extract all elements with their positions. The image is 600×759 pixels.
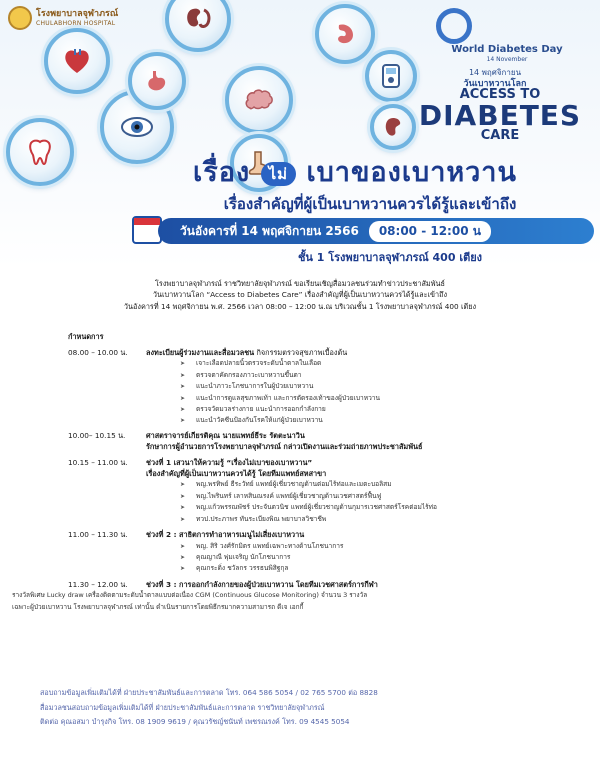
contact-line-1: สอบถามข้อมูลเพิ่มเติมได้ที่ ฝ่ายประชาสัมพันธ์และการตลาด โทร. 064 586 5054 / 02 765 5700 ต่อ 8828 <box>40 688 378 697</box>
schedule-title: ช่วงที่ 3 : การออกกำลังกายของผู้ป่วยเบาหวาน โดยทีมเวชศาสตร์การกีฬา <box>146 579 378 589</box>
headline-pre: เรื่อง <box>193 157 251 188</box>
schedule-title: ศาสตราจารย์เกียรติคุณ นายแพทย์ธีระ รัตตะนาวิน <box>146 430 305 440</box>
schedule-detail: รักษาการผู้อำนวยการโรงพยาบาลจุฬาภรณ์ กล่าวเปิดงานและร่วมถ่ายภาพประชาสัมพันธ์ <box>146 442 423 452</box>
wdd-date-th: 14 พฤศจิกายน <box>468 68 522 77</box>
list-item: ➤ พญ.พรทิพย์ ธีระวัทย์ แพทย์ผู้เชี่ยวชาญด้านต่อมไร้ท่อและเมตะบอลิสม <box>68 479 588 490</box>
list-item: ➤ คุณญาณี พุ่มเจริญ นักโภชนาการ <box>68 552 588 563</box>
schedule-row <box>68 457 588 468</box>
headline-pill: ไม่ <box>261 162 296 186</box>
schedule-title: ลงทะเบียนผู้ร่วมงานและสื่อมวลชน <box>146 348 255 357</box>
press-release-body <box>0 268 600 611</box>
lucky-draw-line-2: เฉพาะผู้ป่วยเบาหวาน โรงพยาบาลจุฬาภรณ์ เท่านั้น ดำเนินรายการโดยพิธีกรมากความสามารถ ดีเจ เอกกี้ <box>12 602 304 611</box>
headline <box>120 150 590 193</box>
contact-line-3: ติดต่อ คุณอสมา บำรุงกิจ โทร. 08 1909 9619 / คุณวรัชญ์ชนันท์ เพชรณรงค์ โทร. 09 4545 5054 <box>40 717 350 726</box>
list-item: ➤ คุณกระดิ่ง ชวัลกร วรรธนพิสิฐกุล <box>68 563 588 574</box>
wdd-title: World Diabetes Day <box>451 44 563 55</box>
list-item: ➤ ตรวจตาคัดกรองภาวะเบาหวานขึ้นตา <box>68 370 588 381</box>
list-item: ➤ พญ.แก้วพรรณพัชร์ ประจันตวนิช แพทย์ผู้เชี่ยวชาญด้านกุมารเวชศาสตร์โรคต่อมไร้ท่อ <box>68 502 588 513</box>
hospital-logo <box>8 6 118 30</box>
list-item: ➤ ทวป.ประภาพร ทันระเบียงพิณ พยาบาลวิชาชีพ <box>68 514 588 525</box>
schedule-detail: เรื่องสำคัญที่ผู้เป็นเบาหวานควรได้รู้ โดยทีมแพทย์สหสาขา <box>146 469 327 479</box>
campaign-line-1: ACCESS TO <box>459 87 541 102</box>
list-item: ➤ พญ.ไพรินทร์ เลาหสินณรงค์ แพทย์ผู้เชี่ยวชาญด้านเวชศาสตร์ฟื้นฟู <box>68 491 588 502</box>
schedule-row <box>68 430 588 441</box>
list-item: ➤ แนะนำวัคซีนป้องกันโรคให้แก่ผู้ป่วยเบาหวาน <box>68 415 588 426</box>
campaign-line-3: CARE <box>480 128 520 143</box>
subheadline: เรื่องสำคัญที่ผู้เป็นเบาหวานควรได้รู้และเข้าถึง <box>223 195 517 213</box>
contact-footer <box>40 686 580 730</box>
campaign-line-2: DIABETES <box>418 99 582 132</box>
wdd-name-th: วันเบาหวานโลก <box>463 79 527 89</box>
wdd-date-en: 14 November <box>486 56 528 63</box>
schedule-title: ช่วงที่ 1 เสวนาให้ความรู้ “เรื่องไม่เบาของเบาหวาน” <box>146 457 313 467</box>
schedule-row <box>68 529 588 540</box>
list-item: ➤ แนะนำการดูแลสุขภาพเท้า และการตัดรองเท้าของผู้ป่วยเบาหวาน <box>68 393 588 404</box>
logo-name-th: โรงพยาบาลจุฬาภรณ์ <box>36 9 119 19</box>
tooth-icon <box>6 118 74 186</box>
schedule-time: 11.00 – 11.30 น. <box>68 530 128 540</box>
schedule-time: 11.30 – 12.00 น. <box>68 579 128 589</box>
event-time: 08:00 - 12:00 น <box>369 221 491 242</box>
schedule <box>12 347 588 613</box>
headline-post: เบาของเบาหวาน <box>306 157 517 188</box>
list-item: ➤ ตรวจวัดมวลร่างกาย แนะนำการออกกำลังกาย <box>68 404 588 415</box>
list-item: ➤ พญ. สิริ วงศ์รักมิตร แพทย์เฉพาะทางด้านโภชนาการ <box>68 541 588 552</box>
schedule-row <box>68 579 588 590</box>
stomach-icon <box>128 52 186 110</box>
program-title: กำหนดการ <box>68 332 104 341</box>
heart-icon <box>44 28 110 94</box>
stomach-icon <box>315 4 375 64</box>
schedule-title: ช่วงที่ 2 : สาธิตการทำอาหารเมนูไม่เสี่ยงเบาหวาน <box>146 530 305 540</box>
intro-line-3: วันอังคารที่ 14 พฤศจิกายน พ.ศ. 2566 เวลา 08:00 – 12:00 น.ณ บริเวณชั้น 1 โรงพยาบาลจุฬาภรณ์ 400 เตียง <box>123 301 477 311</box>
schedule-detail: กิจกรรมตรวจสุขภาพเบื้องต้น <box>254 348 348 357</box>
schedule-time: 08.00 – 10.00 น. <box>68 348 128 357</box>
list-item: ➤ เจาะเลือดปลายนิ้วตรวจระดับน้ำตาลในเลือด <box>68 358 588 369</box>
kidney-icon <box>165 0 231 52</box>
event-date-bar <box>158 218 594 244</box>
intro-paragraph <box>0 268 600 312</box>
intro-line-1: โรงพยาบาลจุฬาภรณ์ ราชวิทยาลัยจุฬาภรณ์ ขอเรียนเชิญสื่อมวลชนร่วมทำข่าวประชาสัมพันธ์ <box>155 279 445 288</box>
hospital-seal-icon <box>8 6 32 30</box>
event-banner <box>0 0 600 268</box>
schedule-row <box>68 347 588 358</box>
contact-line-2: สื่อมวลชนสอบถามข้อมูลเพิ่มเติมได้ที่ ฝ่ายประชาสัมพันธ์และการตลาด ราชวิทยาลัยจุฬาภรณ์ <box>40 702 325 712</box>
lucky-draw-line-1: รางวัลพิเศษ Lucky draw เครื่องติดตามระดับน้ำตาลแบบต่อเนื่อง CGM (Continuous Glucose Monitoring) จำนวน 3 รางวัล <box>12 591 368 600</box>
brain-icon <box>225 66 293 134</box>
list-item: ➤ แนะนำภาวะโภชนาการในผู้ป่วยเบาหวาน <box>68 381 588 392</box>
event-location: ชั้น 1 โรงพยาบาลจุฬาภรณ์ 400 เตียง <box>297 251 483 264</box>
intro-line-2: วันเบาหวานโลก “Access to Diabetes Care” เรื่องสำคัญที่ผู้เป็นเบาหวานควรได้รู้และเข้าถึง <box>152 290 448 300</box>
logo-name-en: CHULABHORN HOSPITAL <box>36 20 116 27</box>
schedule-time: 10.00– 10.15 น. <box>68 430 126 440</box>
schedule-time: 10.15 – 11.00 น. <box>68 457 128 467</box>
world-diabetes-day-logo-icon <box>436 8 472 44</box>
event-date: วันอังคารที่ 14 พฤศจิกายน 2566 <box>180 223 359 238</box>
